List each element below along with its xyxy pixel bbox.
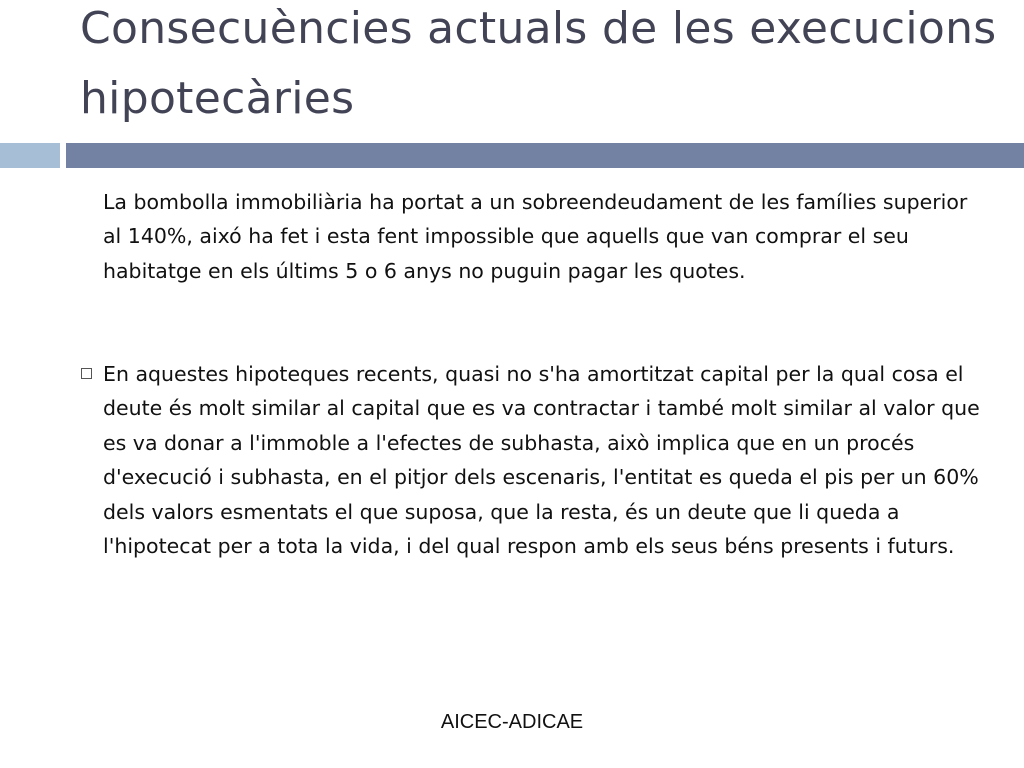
slide-title: Consecuències actuals de les execucions hipotecàries xyxy=(80,3,997,124)
accent-bar-main xyxy=(66,143,1024,168)
paragraph-sobreendeudament: La bombolla immobiliària ha portat a un sobreendeudament de les famílies superior al 140%, aixó ha fet i esta fent impossible que aquells que van comprar el seu habitatge en els últims 5 o 6 anys no puguin pagar les quotes. xyxy=(103,190,968,283)
accent-bar-left xyxy=(0,143,60,168)
slide-footer: AICEC-ADICAE xyxy=(440,711,584,733)
square-bullet-icon xyxy=(81,368,92,379)
paragraph-hipoteques-recents: En aquestes hipoteques recents, quasi no s'ha amortitzat capital per la qual cosa el deute és molt similar al capital que es va contractar i també molt similar al valor que es va donar a l'immoble a l'efectes de subhasta, això implica que en un procés d'execució i subhasta, en el pitjor dels escenaris, l'entitat es queda el pis per un 60% dels valors esmentats el que suposa, que la resta, és un deute que li queda a l'hipotecat per a tota la vida, i del qual respon amb els seus béns presents i futurs. xyxy=(103,362,980,559)
